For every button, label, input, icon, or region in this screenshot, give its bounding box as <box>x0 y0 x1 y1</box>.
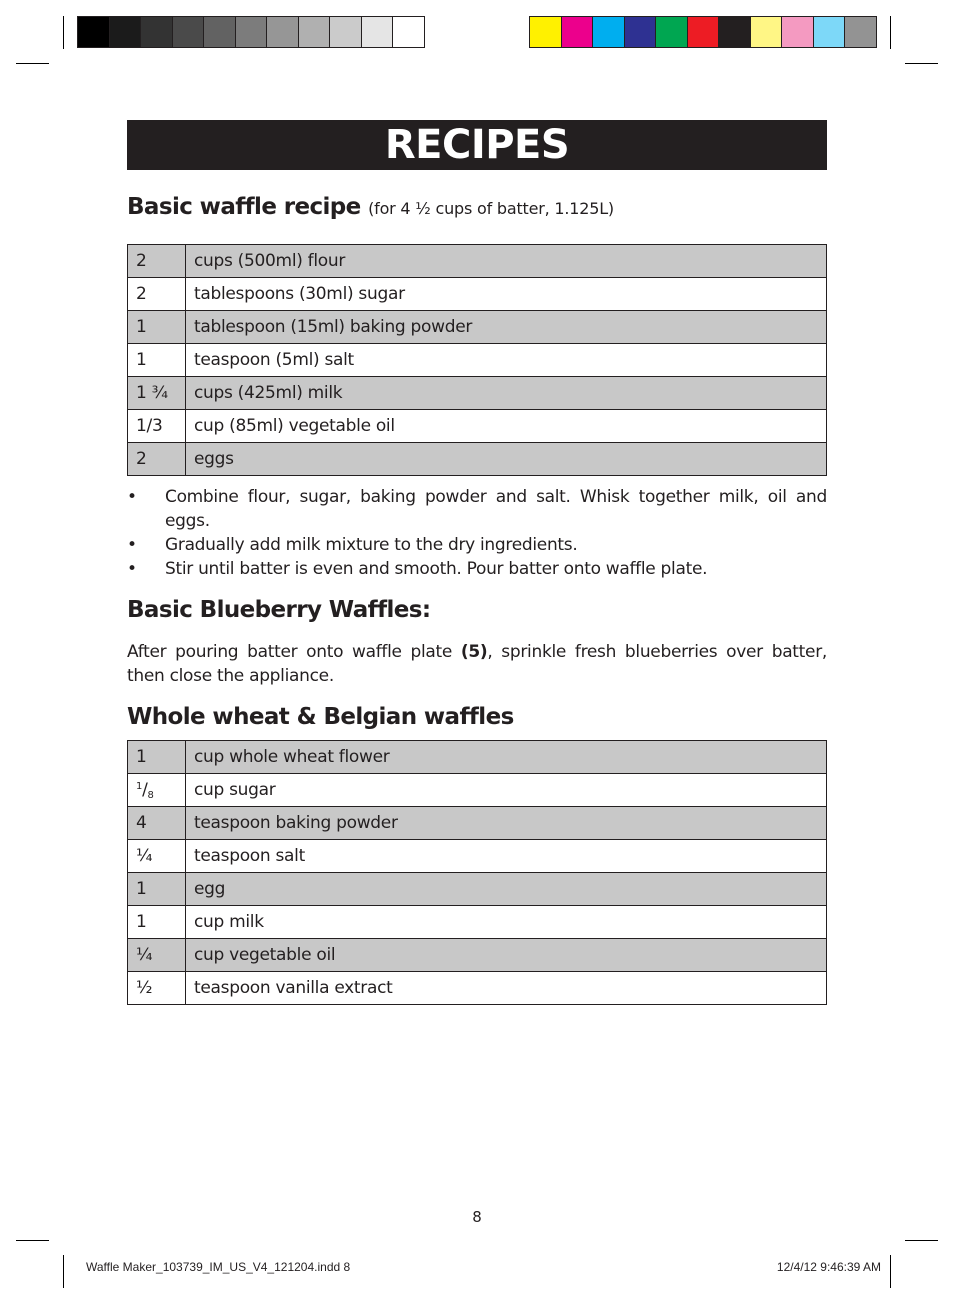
step-text: Stir until batter is even and smooth. Pour batter onto waffle plate. <box>165 559 708 579</box>
color-swatch <box>362 17 394 47</box>
color-swatch <box>299 17 331 47</box>
color-swatch <box>845 17 876 47</box>
quantity-cell: 1 <box>128 311 186 344</box>
bullet-icon: • <box>127 487 137 507</box>
crop-mark <box>16 63 49 64</box>
table-row <box>128 410 827 443</box>
color-swatch <box>236 17 268 47</box>
fraction-slash: / <box>142 779 148 800</box>
color-swatch <box>530 17 562 47</box>
step-text: Combine flour, sugar, baking powder and salt. Whisk together milk, oil and eggs. <box>165 487 827 531</box>
file-slug: Waffle Maker_103739_IM_US_V4_121204.indd 8 <box>86 1260 351 1274</box>
color-bar <box>529 16 877 48</box>
quantity-cell: 1 <box>128 344 186 377</box>
color-swatch <box>814 17 846 47</box>
bullet-icon: • <box>127 559 137 579</box>
blueberry-text-1: After pouring batter onto waffle plate <box>127 642 461 662</box>
color-swatch <box>751 17 783 47</box>
ingredient-cell: cup (85ml) vegetable oil <box>186 410 827 443</box>
color-swatch <box>110 17 142 47</box>
ingredient-cell: cup milk <box>186 906 827 939</box>
crop-mark <box>890 16 891 49</box>
ingredient-cell: egg <box>186 873 827 906</box>
blueberry-heading: Basic Blueberry Waffles: <box>127 597 431 623</box>
table-row <box>128 939 827 972</box>
table-row <box>128 807 827 840</box>
basic-ingredients-table <box>127 244 827 476</box>
table-row <box>128 972 827 1005</box>
ingredient-cell: teaspoon (5ml) salt <box>186 344 827 377</box>
step-text: Gradually add milk mixture to the dry ingredients. <box>165 535 578 555</box>
quantity-cell <box>128 774 186 807</box>
ingredient-cell: teaspoon vanilla extract <box>186 972 827 1005</box>
crop-mark <box>905 63 938 64</box>
color-swatch <box>204 17 236 47</box>
color-swatch <box>656 17 688 47</box>
blueberry-text-2: , sprinkle fresh blueberries over batter, then close the appliance. <box>127 642 827 686</box>
page-number: 8 <box>472 1208 482 1226</box>
fraction-numerator: 1 <box>136 780 143 792</box>
quantity-cell: ¼ <box>128 939 186 972</box>
color-swatch <box>330 17 362 47</box>
color-swatch <box>688 17 720 47</box>
ingredient-cell: cups (425ml) milk <box>186 377 827 410</box>
color-swatch <box>625 17 657 47</box>
color-swatch <box>393 17 424 47</box>
basic-recipe-title: Basic waffle recipe <box>127 194 361 220</box>
list-item <box>127 557 827 581</box>
ingredient-cell: cup sugar <box>186 774 827 807</box>
ingredient-cell: tablespoon (15ml) baking powder <box>186 311 827 344</box>
table-row <box>128 344 827 377</box>
basic-steps-list <box>127 485 827 581</box>
color-swatch <box>593 17 625 47</box>
blueberry-instructions <box>127 640 827 688</box>
ingredient-cell: tablespoons (30ml) sugar <box>186 278 827 311</box>
quantity-cell: 1 <box>128 906 186 939</box>
quantity-cell: 2 <box>128 443 186 476</box>
quantity-cell: ½ <box>128 972 186 1005</box>
quantity-cell: 2 <box>128 245 186 278</box>
table-row <box>128 377 827 410</box>
color-swatch <box>719 17 751 47</box>
crop-mark <box>63 1255 64 1288</box>
fraction-denominator: 8 <box>147 789 154 801</box>
crop-mark <box>890 1255 891 1288</box>
timestamp-slug: 12/4/12 9:46:39 AM <box>776 1260 881 1274</box>
color-swatch <box>141 17 173 47</box>
ingredient-cell: eggs <box>186 443 827 476</box>
table-row <box>128 278 827 311</box>
quantity-cell: ¼ <box>128 840 186 873</box>
ingredient-cell: cup vegetable oil <box>186 939 827 972</box>
table-row <box>128 873 827 906</box>
plate-reference: (5) <box>460 642 488 662</box>
grayscale-bar <box>77 16 425 48</box>
table-row <box>128 840 827 873</box>
quantity-cell: 1 ¾ <box>128 377 186 410</box>
crop-mark <box>905 1240 938 1241</box>
quantity-cell: 1 <box>128 873 186 906</box>
ingredient-cell: cups (500ml) flour <box>186 245 827 278</box>
wheat-heading: Whole wheat & Belgian waffles <box>127 704 514 730</box>
quantity-cell: 4 <box>128 807 186 840</box>
table-row <box>128 741 827 774</box>
color-swatch <box>173 17 205 47</box>
ingredient-cell: teaspoon salt <box>186 840 827 873</box>
bullet-icon: • <box>127 535 137 555</box>
crop-mark <box>63 16 64 49</box>
crop-mark <box>16 1240 49 1241</box>
quantity-cell: 2 <box>128 278 186 311</box>
basic-recipe-subtitle: (for 4 ½ cups of batter, 1.125L) <box>368 199 614 218</box>
table-row <box>128 245 827 278</box>
list-item <box>127 533 827 557</box>
wheat-ingredients-table <box>127 740 827 1005</box>
basic-recipe-heading <box>127 194 614 220</box>
table-row <box>128 906 827 939</box>
color-swatch <box>782 17 814 47</box>
color-swatch <box>78 17 110 47</box>
page-title: RECIPES <box>127 120 827 170</box>
table-row <box>128 311 827 344</box>
ingredient-cell: cup whole wheat flower <box>186 741 827 774</box>
color-swatch <box>267 17 299 47</box>
list-item <box>127 485 827 533</box>
quantity-cell: 1/3 <box>128 410 186 443</box>
color-swatch <box>562 17 594 47</box>
table-row <box>128 443 827 476</box>
table-row <box>128 774 827 807</box>
ingredient-cell: teaspoon baking powder <box>186 807 827 840</box>
quantity-cell: 1 <box>128 741 186 774</box>
